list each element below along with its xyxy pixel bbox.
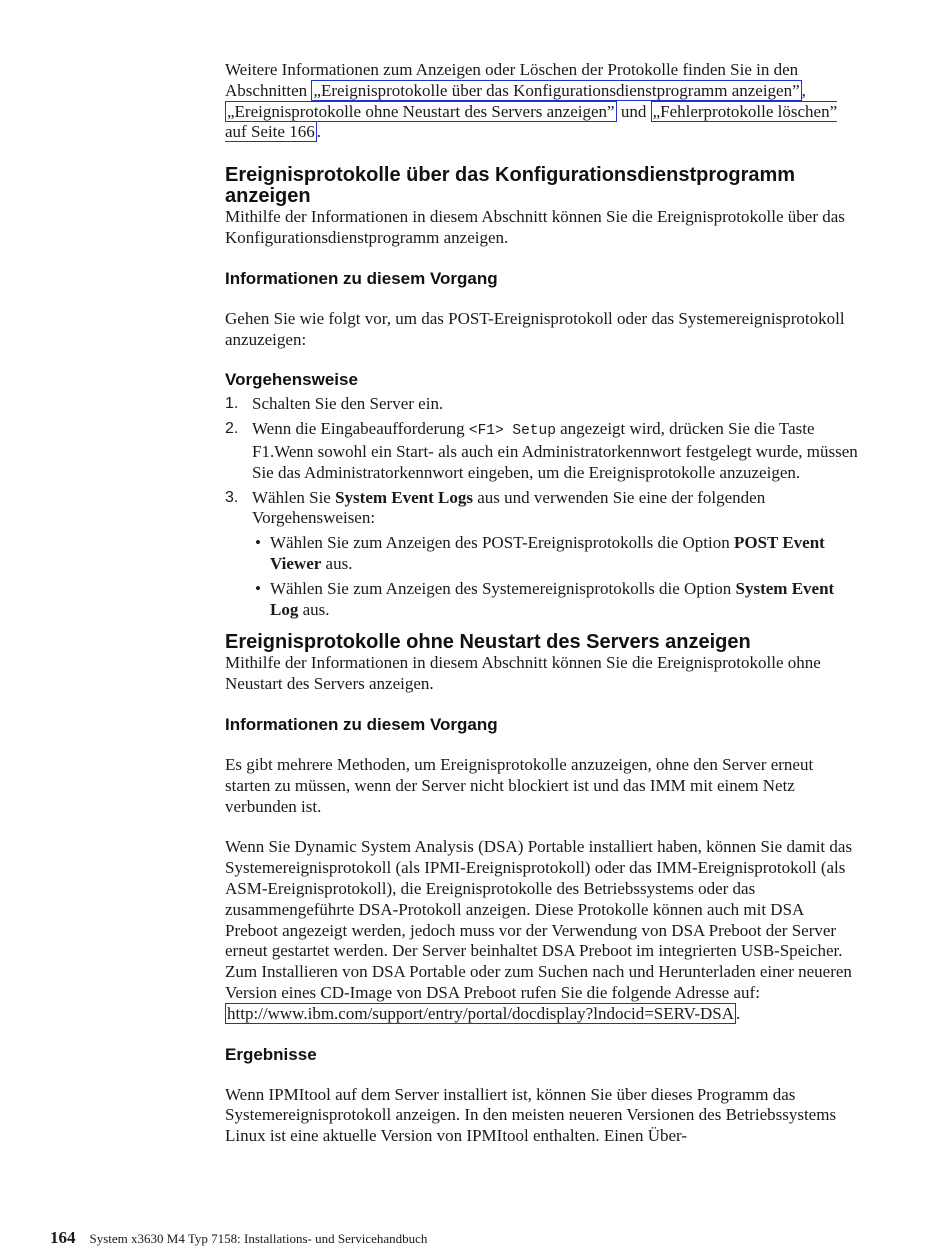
dsa-paragraph (225, 837, 860, 1024)
step-3-options (252, 533, 860, 620)
option-post-event-viewer (252, 533, 860, 575)
about-text: Gehen Sie wie folgt vor, um das POST-Ereignisprotokoll oder das Systemereignisprotokoll anzuzeigen: (225, 308, 845, 349)
bullet-text: Wählen Sie zum Anzeigen des POST-Ereignisprotokolls die Option (270, 533, 734, 553)
dsa-end: . (736, 1003, 741, 1023)
link-clear-error-logs[interactable]: „Fehlerprotokolle löschen” auf Seite 166 (225, 101, 838, 142)
bullet-text: Wählen Sie zum Anzeigen des Systemereignisprotokolls die Option (270, 578, 736, 598)
section-lead: Mithilfe der Informationen in diesem Abschnitt können Sie die Ereignisprotokolle ohne Neustart des Servers anzeigen. (225, 653, 821, 694)
dsa-url-link[interactable]: http://www.ibm.com/support/entry/portal/docdisplay?lndocid=SERV-DSA (227, 1003, 735, 1023)
intro-separator: , (801, 80, 806, 100)
results-text: Wenn IPMItool auf dem Server installiert ist, können Sie über dieses Programm das Systemereignisprotokoll anzeigen. In den meisten neueren Versionen des Betriebssystems Linux ist eine aktuelle Version von IPMItool enthalten. Einen Über- (225, 1084, 837, 1146)
section-title-without-restart: Ereignisprotokolle ohne Neustart des Servers anzeigen (225, 631, 751, 654)
procedure-heading: Vorgehensweise (225, 370, 358, 390)
step-number: 2. (225, 420, 239, 438)
step-text: angezeigt wird, drücken Sie die Taste F1.Wenn sowohl ein Start- als auch ein Administratorkennwort festgelegt wurde, müssen Sie das Administratorkennwort eingeben, um die Ereignisprotokolle anzuzeigen. (252, 419, 858, 482)
intro-paragraph (225, 60, 860, 143)
step-number: 3. (225, 488, 239, 506)
step-number: 1. (225, 395, 239, 413)
intro-separator: und (616, 101, 651, 121)
step-3 (225, 488, 860, 621)
page-number: 164 (50, 1228, 76, 1247)
step-1 (225, 394, 860, 415)
paragraph: Es gibt mehrere Methoden, um Ereignisprotokolle anzuzeigen, ohne den Server erneut starten zu müssen, wenn der Server nicht blockiert ist und das IMM mit einem Netz verbunden ist. (225, 754, 814, 816)
about-heading: Informationen zu diesem Vorgang (225, 268, 498, 288)
menu-option: System Event Log (270, 578, 835, 619)
step-text: Schalten Sie den Server ein. (252, 394, 444, 414)
link-logs-without-restart[interactable]: „Ereignisprotokolle ohne Neustart des Servers anzeigen” (227, 101, 615, 121)
results-heading: Ergebnisse (225, 1044, 317, 1064)
key-prompt-code: <F1> Setup (468, 423, 556, 440)
intro-text: Weitere Informationen zum Anzeigen oder Löschen der Protokolle finden Sie in den Abschnitten (225, 60, 799, 100)
option-system-event-log (252, 579, 860, 621)
book-title: System x3630 M4 Typ 7158: Installations- und Servicehandbuch (89, 1231, 428, 1246)
step-text: aus und verwenden Sie eine der folgenden Vorgehensweisen: (252, 487, 766, 528)
section-lead: Mithilfe der Informationen in diesem Abschnitt können Sie die Ereignisprotokolle über das Konfigurationsdienstprogramm anzeigen. (225, 207, 845, 247)
intro-end: . (316, 122, 321, 142)
procedure-steps (225, 394, 860, 620)
menu-option: POST Event Viewer (270, 533, 825, 573)
step-2 (225, 419, 860, 483)
bullet-text: aus. (321, 553, 353, 573)
page-footer (50, 1228, 427, 1248)
dsa-text: Wenn Sie Dynamic System Analysis (DSA) Portable installiert haben, können Sie damit das Systemereignisprotokoll (als IPMI-Ereignisprotokoll) oder das IMM-Ereignisprotokoll (als ASM-Ereignisprotokoll), die Ereignisprotokolle des Betriebssystems oder das zusammengeführte DSA-Protokoll anzeigen. Diese Protokolle können auch mit DSA Preboot angezeigt werden, jedoch muss vor der Verwendung von DSA Preboot der Server erneut gestartet werden. Der Server beinhaltet DSA Preboot im integrierten USB-Speicher. Zum Installieren von DSA Portable oder zum Suchen nach und Herunterladen einer neueren Version eines CD-Image von DSA Preboot rufen Sie die folgende Adresse auf: (225, 837, 853, 1002)
bullet-text: aus. (298, 599, 330, 619)
page-content (225, 60, 860, 1147)
menu-option: System Event Logs (335, 487, 473, 507)
step-text: Wählen Sie (252, 487, 336, 507)
step-text: Wenn die Eingabeaufforderung (252, 419, 469, 439)
link-config-utility-logs[interactable]: „Ereignisprotokolle über das Konfigurationsdienstprogramm anzeigen” (313, 80, 800, 100)
section-title-config-utility: Ereignisprotokolle über das Konfigurationsdienstprogramm anzeigen (225, 164, 796, 208)
about-heading: Informationen zu diesem Vorgang (225, 714, 498, 734)
